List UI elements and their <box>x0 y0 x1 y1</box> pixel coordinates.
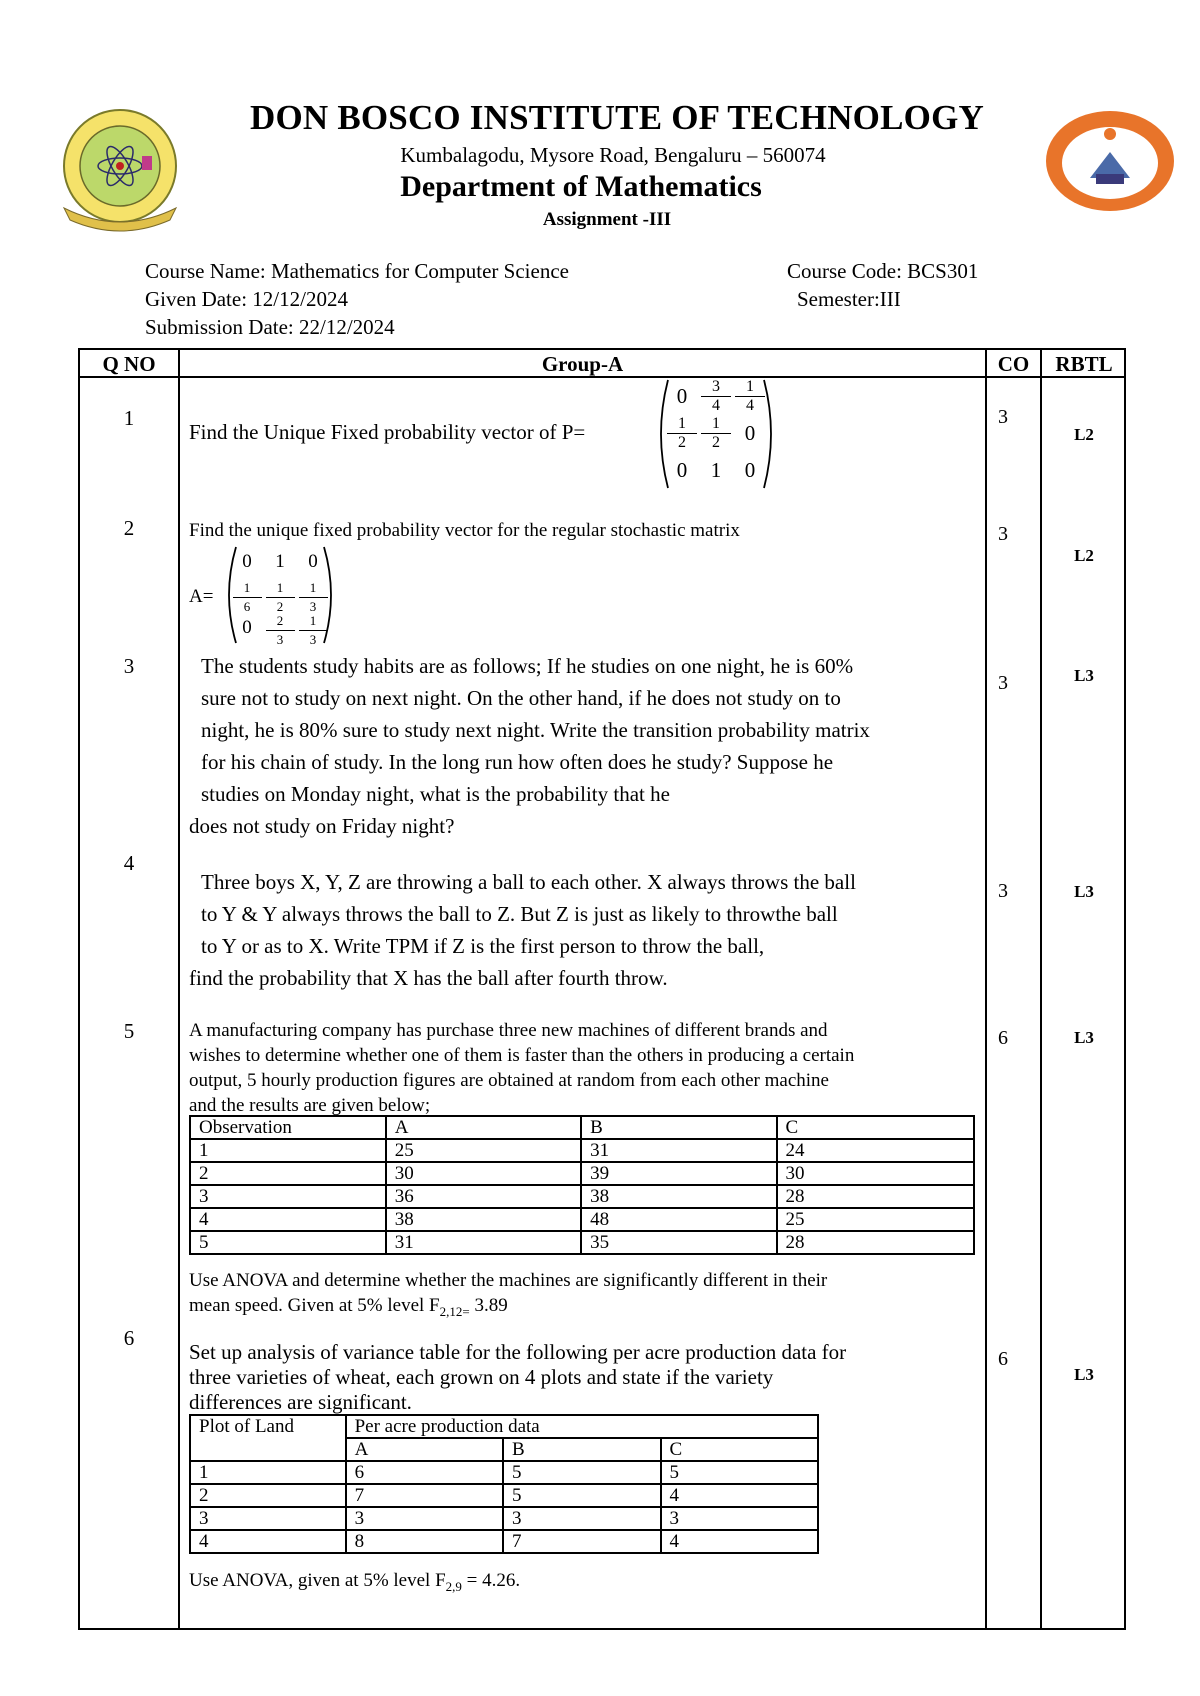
rbtl-header: RBTL <box>1055 352 1113 376</box>
text-part: Use ANOVA, given at 5% level F <box>189 1570 446 1591</box>
table-header-row <box>190 1116 974 1139</box>
course-code: Course Code: BCS301 <box>787 259 979 283</box>
table-cell: 25 <box>386 1139 581 1162</box>
wheat-production-table <box>189 1414 819 1554</box>
institute-address: Kumbalagodu, Mysore Road, Bengaluru – 560074 <box>400 143 826 167</box>
matrix-entry <box>665 416 699 451</box>
question-line: A manufacturing company has purchase three new machines of different brands and <box>189 1020 828 1041</box>
table-cell: 35 <box>581 1231 776 1254</box>
question-number: 2 <box>123 516 135 540</box>
department-name: Department of Mathematics <box>400 170 762 203</box>
table-cell: 2 <box>190 1484 346 1507</box>
group-header: Group-A <box>541 352 624 376</box>
course-name: Course Name: Mathematics for Computer Science <box>145 259 569 283</box>
divider <box>985 348 987 1630</box>
table-cell: 25 <box>777 1208 974 1231</box>
table-cell: 4 <box>190 1530 346 1553</box>
question-number: 6 <box>123 1326 135 1350</box>
matrix-entry: 0 <box>744 458 756 483</box>
header-cell: C <box>777 1116 974 1139</box>
question-line: studies on Monday night, what is the probability that he <box>201 782 670 806</box>
fraction-bar <box>299 597 328 598</box>
question-number: 4 <box>123 851 135 875</box>
question-line <box>189 1568 520 1599</box>
table-cell: 4 <box>661 1530 818 1553</box>
co-value: 3 <box>998 672 1008 694</box>
question-line: The students study habits are as follows; If he studies on one night, he is 60% <box>201 654 854 678</box>
table-cell: 38 <box>581 1185 776 1208</box>
numerator: 3 <box>712 377 720 395</box>
matrix-entry <box>231 580 264 615</box>
matrix-entry <box>264 580 297 615</box>
co-value: 6 <box>998 1027 1008 1049</box>
question-line: Three boys X, Y, Z are throwing a ball to each other. X always throws the ball <box>201 870 856 894</box>
rbtl-level: L2 <box>1074 546 1094 565</box>
question-line: output, 5 hourly production figures are obtained at random from each other machine <box>189 1070 829 1091</box>
question-number: 3 <box>123 654 135 678</box>
assignment-title: Assignment -III <box>542 209 672 230</box>
text-part: 3.89 <box>469 1295 508 1316</box>
table-cell: 36 <box>386 1185 581 1208</box>
table-row <box>190 1484 818 1507</box>
qno-header: Q NO <box>102 352 156 376</box>
table-cell: 31 <box>581 1139 776 1162</box>
numerator: 1 <box>678 414 686 432</box>
matrix-entry <box>264 613 297 648</box>
matrix-entry: 0 <box>744 421 756 446</box>
institute-name: DON BOSCO INSTITUTE OF TECHNOLOGY <box>250 98 984 137</box>
table-cell: 28 <box>777 1231 974 1254</box>
table-cell: 1 <box>190 1461 346 1484</box>
header-cell: B <box>503 1438 660 1461</box>
matrix-entry: 1 <box>710 458 722 483</box>
header-cell: Per acre production data <box>346 1415 818 1438</box>
question-number: 5 <box>123 1019 135 1043</box>
question-line: differences are significant. <box>189 1390 412 1414</box>
matrix-entry <box>297 613 330 648</box>
subscript: 2,9 <box>445 1578 462 1594</box>
denominator: 3 <box>309 631 317 647</box>
submission-date: Submission Date: 22/12/2024 <box>145 315 395 339</box>
rbtl-level: L3 <box>1074 666 1094 685</box>
table-cell: 2 <box>190 1162 386 1185</box>
question-line <box>189 1293 508 1324</box>
table-cell: 5 <box>503 1484 660 1507</box>
co-value: 6 <box>998 1348 1008 1370</box>
table-row <box>190 1461 818 1484</box>
given-date: Given Date: 12/12/2024 <box>145 287 348 311</box>
table-row <box>190 1139 974 1162</box>
question-line: find the probability that X has the ball after fourth throw. <box>189 966 668 990</box>
question-line: Use ANOVA and determine whether the machines are significantly different in their <box>189 1270 828 1291</box>
question-line: and the results are given below; <box>189 1095 431 1116</box>
table-cell: 48 <box>581 1208 776 1231</box>
question-line: sure not to study on next night. On the other hand, if he does not study on to <box>201 686 841 710</box>
matrix-entry <box>297 580 330 615</box>
co-value: 3 <box>998 880 1008 902</box>
table-row <box>190 1208 974 1231</box>
table-row <box>190 1530 818 1553</box>
co-header: CO <box>997 352 1030 376</box>
denominator: 2 <box>678 433 686 451</box>
matrix-entry: 0 <box>242 616 252 638</box>
matrix-entry: 0 <box>242 550 252 572</box>
table-cell: 3 <box>346 1507 503 1530</box>
table-row <box>190 1231 974 1254</box>
table-cell: 3 <box>661 1507 818 1530</box>
subscript: 2,12= <box>439 1303 470 1319</box>
table-cell: 30 <box>386 1162 581 1185</box>
table-cell: 6 <box>346 1461 503 1484</box>
header-cell: Observation <box>190 1116 386 1139</box>
divider <box>178 348 180 1630</box>
denominator: 2 <box>712 433 720 451</box>
table-cell: 8 <box>346 1530 503 1553</box>
table-cell: 7 <box>346 1484 503 1507</box>
matrix-entry: 0 <box>676 458 688 483</box>
question-line: night, he is 80% sure to study next night. Write the transition probability matrix <box>201 718 870 742</box>
table-cell: 3 <box>190 1185 386 1208</box>
header-cell: A <box>346 1438 503 1461</box>
rbtl-level: L3 <box>1074 882 1094 901</box>
question-line: to Y or as to X. Write TPM if Z is the first person to throw the ball, <box>201 934 765 958</box>
denominator: 3 <box>309 598 317 614</box>
rbtl-level: L3 <box>1074 1028 1094 1047</box>
divider <box>1040 348 1042 1630</box>
numerator: 1 <box>746 377 754 395</box>
table-cell: 39 <box>581 1162 776 1185</box>
table-row <box>190 1507 818 1530</box>
matrix-entry: 0 <box>676 384 688 409</box>
header-cell: Plot of Land <box>190 1415 346 1461</box>
rbtl-level: L3 <box>1074 1365 1094 1384</box>
question-text: Find the Unique Fixed probability vector of P= <box>189 420 586 444</box>
table-header-row <box>190 1415 818 1438</box>
rbtl-level: L2 <box>1074 425 1094 444</box>
header-cell: C <box>661 1438 818 1461</box>
co-value: 3 <box>998 523 1008 545</box>
fraction-bar <box>266 630 295 631</box>
table-cell: 28 <box>777 1185 974 1208</box>
denominator: 2 <box>276 598 284 614</box>
question-line: for his chain of study. In the long run how often does he study? Suppose he <box>201 750 834 774</box>
denominator: 3 <box>276 631 284 647</box>
co-value: 3 <box>998 406 1008 428</box>
denominator: 4 <box>712 396 720 414</box>
text-part: mean speed. Given at 5% level F <box>189 1295 440 1316</box>
numerator: 1 <box>309 579 317 595</box>
table-cell: 5 <box>503 1461 660 1484</box>
table-cell: 5 <box>190 1231 386 1254</box>
table-cell: 38 <box>386 1208 581 1231</box>
denominator: 4 <box>746 396 754 414</box>
matrix-entry <box>699 379 733 414</box>
table-cell: 4 <box>661 1484 818 1507</box>
table-cell: 5 <box>661 1461 818 1484</box>
question-line: wishes to determine whether one of them is faster than the others in producing a certain <box>189 1045 855 1066</box>
numerator: 1 <box>712 414 720 432</box>
question-line: three varieties of wheat, each grown on 4 plots and state if the variety <box>189 1365 774 1389</box>
table-cell: 24 <box>777 1139 974 1162</box>
table-cell: 3 <box>190 1507 346 1530</box>
header-cell: A <box>386 1116 581 1139</box>
denominator: 6 <box>243 598 251 614</box>
semester: Semester:III <box>797 287 901 311</box>
matrix-entry <box>733 379 767 414</box>
stochastic-matrix <box>222 545 338 645</box>
machine-production-table <box>189 1115 975 1255</box>
table-row <box>190 1185 974 1208</box>
header-cell: B <box>581 1116 776 1139</box>
fraction-bar <box>233 597 262 598</box>
matrix-entry <box>699 416 733 451</box>
table-cell: 30 <box>777 1162 974 1185</box>
table-cell: 4 <box>190 1208 386 1231</box>
probability-matrix <box>654 378 778 490</box>
question-text: Find the unique fixed probability vector for the regular stochastic matrix <box>189 520 740 541</box>
matrix-label: A= <box>189 586 214 607</box>
numerator: 1 <box>309 612 317 628</box>
fraction-bar <box>266 597 295 598</box>
table-cell: 3 <box>503 1507 660 1530</box>
question-line: to Y & Y always throws the ball to Z. But Z is just as likely to throwthe ball <box>201 902 838 926</box>
numerator: 1 <box>243 579 251 595</box>
table-cell: 7 <box>503 1530 660 1553</box>
matrix-entry: 0 <box>308 550 318 572</box>
question-number: 1 <box>123 406 135 430</box>
fraction-bar <box>299 630 328 631</box>
matrix-entry: 1 <box>275 550 285 572</box>
table-cell: 1 <box>190 1139 386 1162</box>
text-part: = 4.26. <box>461 1570 521 1591</box>
table-cell: 31 <box>386 1231 581 1254</box>
numerator: 2 <box>276 612 284 628</box>
table-row <box>190 1162 974 1185</box>
question-line: does not study on Friday night? <box>189 814 455 838</box>
question-line: Set up analysis of variance table for the following per acre production data for <box>189 1340 847 1364</box>
numerator: 1 <box>276 579 284 595</box>
